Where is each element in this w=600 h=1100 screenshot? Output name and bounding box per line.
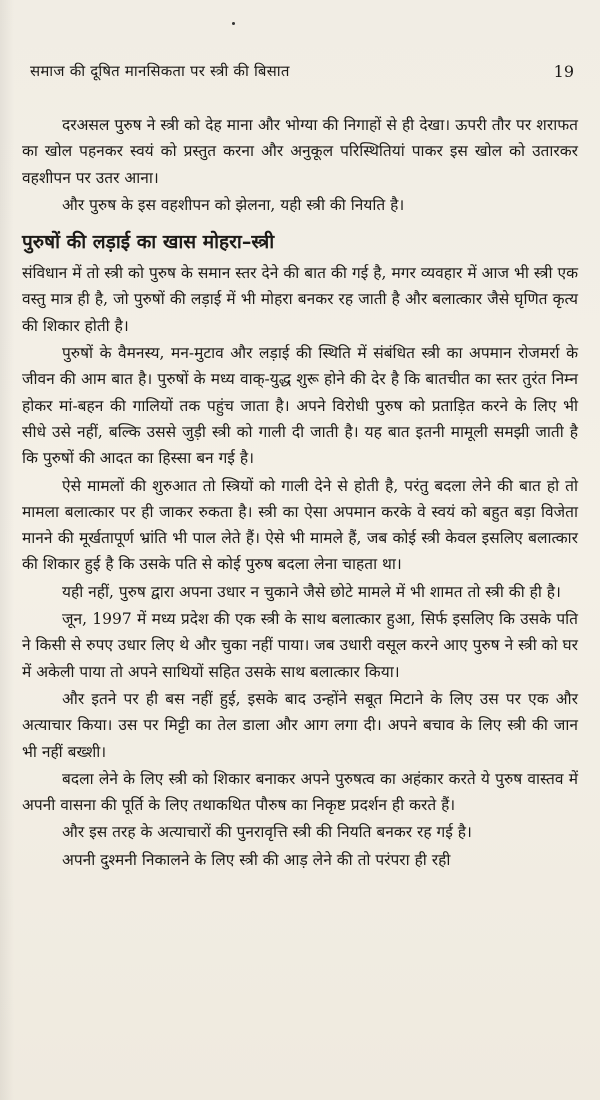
chapter-title: समाज की दूषित मानसिकता पर स्त्री की बिसात — [30, 62, 290, 80]
paragraph: संविधान में तो स्त्री को पुरुष के समान स्तर देने की बात की गई है, मगर व्यवहार में आज भी स्त्री एक वस्तु मात्र ही है, जो पुरुषों की लड़ाई में भी मोहरा बनकर रह जाती है और बलात्कार जैसे घृणित कृत्य की शिकार होती है। — [22, 264, 578, 335]
paragraph: दरअसल पुरुष ने स्त्री को देह माना और भोग्या की निगाहों से ही देखा। ऊपरी तौर पर शराफत का खोल पहनकर स्वयं को प्रस्तुत करना और अनुकूल परिस्थितियां पाकर इस खोल को उतारकर वहशीपन पर उतर आना। — [22, 116, 578, 187]
paragraph: ऐसे मामलों की शुरुआत तो स्त्रियों को गाली देने से होती है, परंतु बदला लेने की बात हो तो मामला बलात्कार पर ही जाकर रुकता है। स्त्री का ऐसा अपमान करके वे स्वयं को बहुत बड़ा विजेता मानने की मूर्खतापूर्ण भ्रांति भी पाल लेते हैं। ऐसे भी मामले हैं, जब कोई स्त्री केवल इसलिए बलात्कार की शिकार हुई है कि उसके पति से कोई पुरुष बदला लेना चाहता था। — [22, 476, 578, 574]
paragraph: यही नहीं, पुरुष द्वारा अपना उधार न चुकाने जैसे छोटे मामले में भी शामत तो स्त्री की ही है। — [62, 582, 561, 601]
running-header — [30, 58, 574, 84]
paragraph: जून, 1997 में मध्य प्रदेश की एक स्त्री के साथ बलात्कार हुआ, सिर्फ इसलिए कि उसके पति ने किसी से रुपए उधार लिए थे और चुका नहीं पाया। जब उधारी वसूल करने आए पुरुष ने स्त्री को घर में अकेली पाया तो अपने साथियों सहित उसके साथ बलात्कार किया। — [22, 610, 578, 681]
page-number: 19 — [553, 61, 574, 81]
paragraph: और इस तरह के अत्याचारों की पुनरावृत्ति स्त्री की नियति बनकर रह गई है। — [62, 823, 472, 842]
paragraph: और पुरुष के इस वहशीपन को झेलना, यही स्त्री की नियति है। — [62, 195, 405, 214]
paragraph: पुरुषों के वैमनस्य, मन-मुटाव और लड़ाई की स्थिति में संबंधित स्त्री का अपमान रोजमर्रा के जीवन की आम बात है। पुरुषों के मध्य वाक्-युद्ध शुरू होने की देर है कि बातचीत का स्तर तुरंत निम्न होकर मां-बहन की गालियों तक पहुंच जाता है। अपने विरोधी पुरुष को प्रताड़ित करने के लिए भी सीधे उसे नहीं, बल्कि उससे जुड़ी स्त्री को गाली दी जाती है। यह बात इतनी मामूली समझी जाती है कि पुरुषों की आदत का हिस्सा बन गई है। — [22, 344, 578, 468]
paragraph: बदला लेने के लिए स्त्री को शिकार बनाकर अपने पुरुषत्व का अहंकार करते ये पुरुष वास्तव में अपनी वासना की पूर्ति के लिए तथाकथित पौरुष का निकृष्ट प्रदर्शन ही करते हैं। — [22, 769, 578, 815]
paragraph: अपनी दुश्मनी निकालने के लिए स्त्री की आड़ लेने की तो परंपरा ही रही — [62, 850, 451, 869]
print-speck — [232, 22, 235, 25]
page-body — [22, 112, 578, 874]
paragraph: और इतने पर ही बस नहीं हुई, इसके बाद उन्होंने सबूत मिटाने के लिए उस पर एक और अत्याचार किया। उस पर मिट्टी का तेल डाला और आग लगा दी। अपने बचाव के लिए स्त्री की जान भी नहीं बख्शी। — [22, 689, 578, 761]
section-heading: पुरुषों की लड़ाई का खास मोहरा–स्त्री — [22, 231, 275, 254]
